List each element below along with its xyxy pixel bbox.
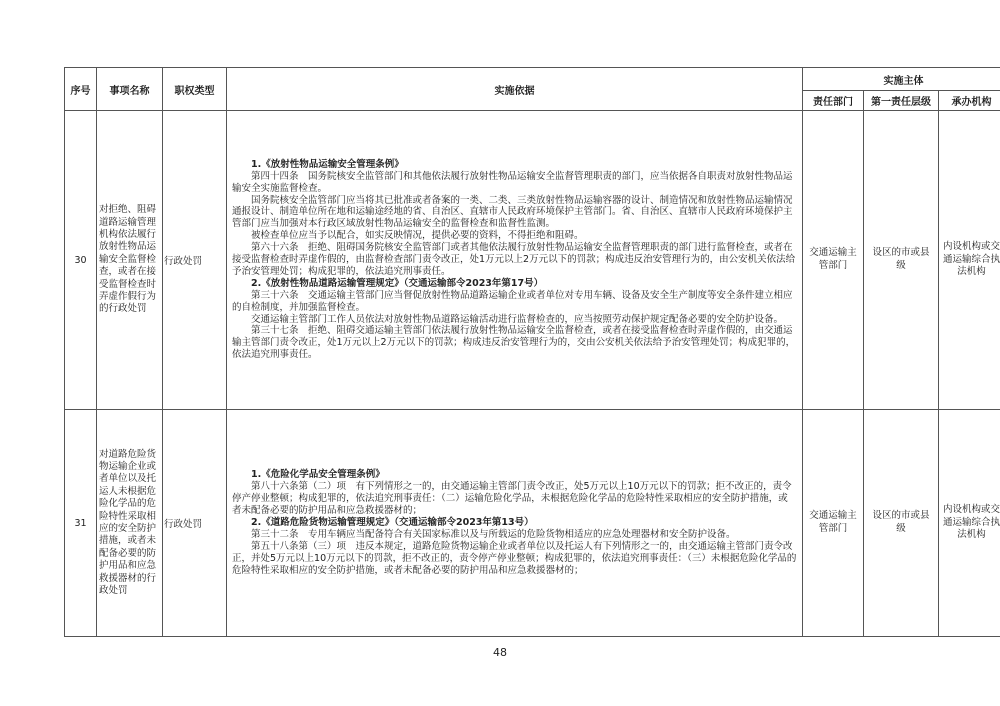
basis-paragraph: 第三十六条 交通运输主管部门应当督促放射性物品道路运输企业或者单位对专用车辆、设备及安全生产制度等安全条件建立相应的自检制度，并加强监督检查。 bbox=[232, 289, 793, 313]
header-type: 职权类型 bbox=[163, 68, 227, 111]
basis-law-title: 1.《放射性物品运输安全管理条例》 bbox=[251, 158, 404, 170]
header-basis: 实施依据 bbox=[227, 68, 803, 111]
row-agency: 内设机构或交通运输综合执法机构 bbox=[939, 410, 1000, 637]
basis-law-title: 2.《道路危险货物运输管理规定》（交通运输部令2023年第13号） bbox=[251, 517, 534, 529]
row-basis bbox=[227, 410, 803, 637]
enforcement-table bbox=[64, 67, 1000, 637]
basis-paragraph: 第三十七条 拒绝、阻碍交通运输主管部门依法履行放射性物品运输安全监督检查，或者在接受监督检查时弄虚作假的，由交通运输主管部门责令改正，处1万元以上2万元以下的罚款；构成违反治安管理行为的，交由公安机关依法给予治安管理处罚；构成犯罪的，依法追究刑事责任。 bbox=[232, 325, 796, 361]
row-item-name: 对道路危险货物运输企业或者单位以及托运人未根据危险化学品的危险特性采取相应的安全防护措施，或者未配备必要的防护用品和应急救援器材的行政处罚 bbox=[97, 410, 163, 637]
row-seq: 30 bbox=[65, 111, 97, 410]
page-number: 48 bbox=[493, 646, 507, 659]
header-seq: 序号 bbox=[65, 68, 97, 111]
row-level: 设区的市或县级 bbox=[864, 111, 939, 410]
header-dept: 责任部门 bbox=[803, 91, 864, 111]
basis-paragraph: 第四十四条 国务院核安全监管部门和其他依法履行放射性物品运输安全监督管理职责的部门，应当依据各自职责对放射性物品运输安全实施监督检查。 bbox=[232, 170, 793, 194]
row-dept: 交通运输主管部门 bbox=[803, 410, 864, 637]
basis-paragraph: 第八十六条第（二）项 有下列情形之一的，由交通运输主管部门责令改正，处5万元以上10万元以下的罚款；拒不改正的，责令停产停业整顿；构成犯罪的，依法追究刑事责任：（二）运输危险化学品，未根据危险化学品的危险特性采取相应的安全防护措施，或者未配备必要的防护用品和应急救援器材的； bbox=[232, 481, 792, 517]
row-level: 设区的市或县级 bbox=[864, 410, 939, 637]
basis-paragraph: 被检查单位应当予以配合，如实反映情况，提供必要的资料，不得拒绝和阻碍。 bbox=[251, 230, 584, 242]
header-agency: 承办机构 bbox=[939, 91, 1000, 111]
table-row bbox=[65, 410, 1000, 637]
basis-paragraph: 国务院核安全监管部门应当将其已批准或者备案的一类、二类、三类放射性物品运输容器的设计、制造情况和放射性物品运输情况通报设计、制造单位所在地和运输途经地的省、自治区、直辖市人民政府环境保护主管部门。省、自治区、直辖市人民政府环境保护主管部门应当加强对本行政区域放射性物品运输安全的监督检查和监督性监测。 bbox=[232, 194, 793, 230]
row-power-type: 行政处罚 bbox=[163, 410, 227, 637]
row-seq: 31 bbox=[65, 410, 97, 637]
basis-law-title: 1.《危险化学品安全管理条例》 bbox=[251, 469, 385, 481]
basis-paragraph: 第六十六条 拒绝、阻碍国务院核安全监管部门或者其他依法履行放射性物品运输安全监督管理职责的部门进行监督检查，或者在接受监督检查时弄虚作假的，由监督检查部门责令改正，处1万元以上2万元以下的罚款；构成违反治安管理行为的，由公安机关依法给予治安管理处罚；构成犯罪的，依法追究刑事责任。 bbox=[232, 242, 796, 277]
basis-law-title: 2.《放射性物品道路运输管理规定》（交通运输部令2023年第17号） bbox=[251, 277, 544, 289]
row-item-name: 对拒绝、阻碍道路运输管理机构依法履行放射性物品运输安全监督检查，或者在接受监督检查时弄虚作假行为的行政处罚 bbox=[97, 111, 163, 410]
header-level: 第一责任层级 bbox=[864, 91, 939, 111]
header-subject: 实施主体 bbox=[803, 68, 1000, 91]
basis-paragraph: 第五十八条第（三）项 违反本规定，道路危险货物运输企业或者单位以及托运人有下列情形之一的，由交通运输主管部门责令改正，并处5万元以上10万元以下的罚款，拒不改正的，责令停产停业整顿；构成犯罪的，依法追究刑事责任：（三）未根据危险化学品的危险特性采取相应的安全防护措施，或者未配备必要的防护用品和应急救援器材的； bbox=[232, 540, 797, 576]
row-power-type: 行政处罚 bbox=[163, 111, 227, 410]
row-dept: 交通运输主管部门 bbox=[803, 111, 864, 410]
basis-paragraph: 第三十二条 专用车辆应当配备符合有关国家标准以及与所载运的危险货物相适应的应急处理器材和安全防护设备。 bbox=[251, 528, 736, 540]
table-row bbox=[65, 111, 1000, 410]
basis-paragraph: 交通运输主管部门工作人员依法对放射性物品道路运输活动进行监督检查的，应当按照劳动保护规定配备必要的安全防护设备。 bbox=[251, 313, 784, 325]
row-basis bbox=[227, 111, 803, 410]
header-name: 事项名称 bbox=[97, 68, 163, 111]
row-agency: 内设机构或交通运输综合执法机构 bbox=[939, 111, 1000, 410]
